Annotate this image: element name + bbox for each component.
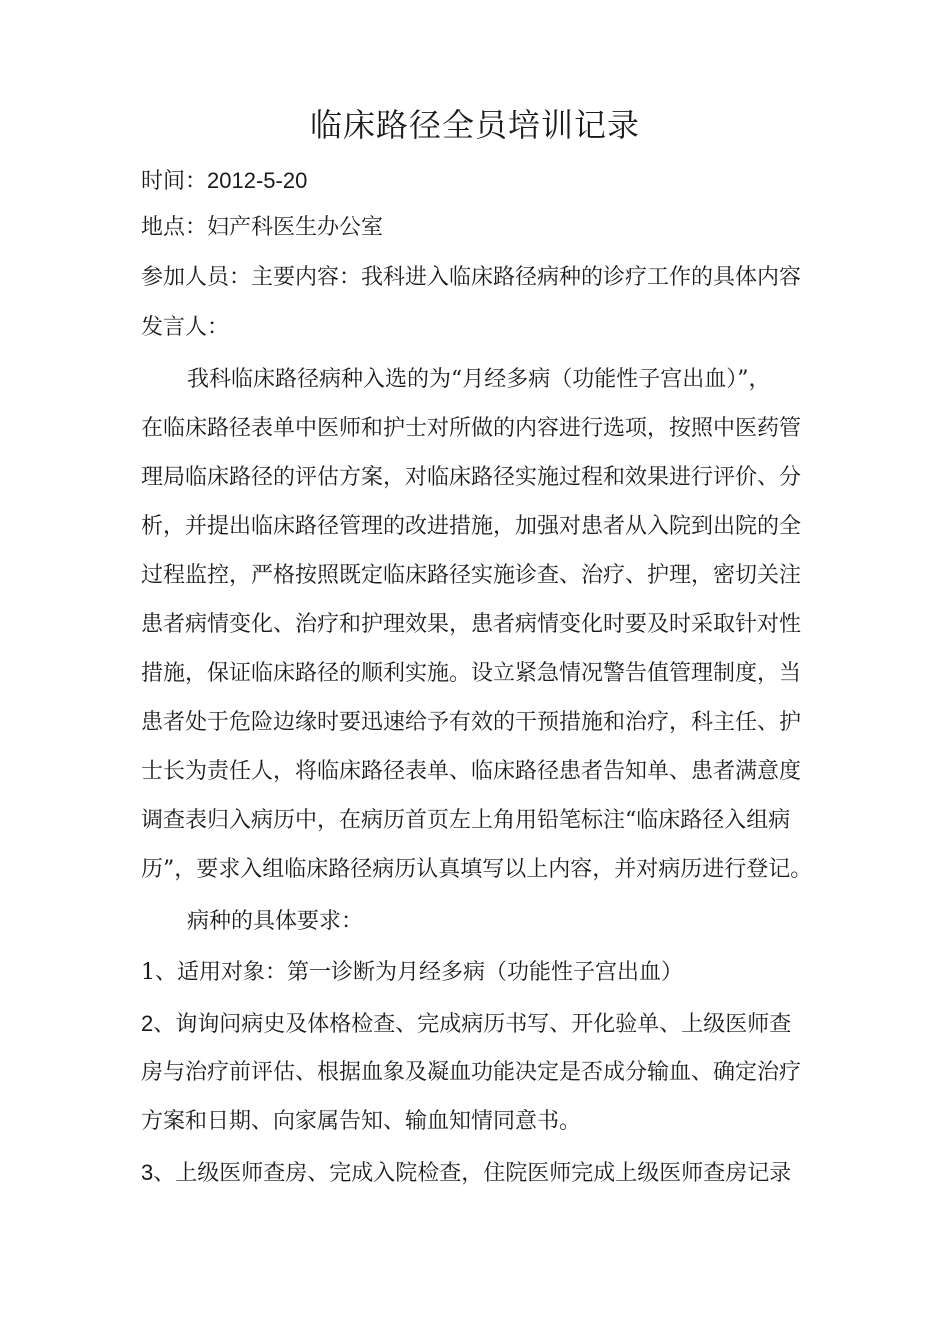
time-value: 2012-5-20 — [207, 168, 308, 193]
body-line: 士长为责任人，将临床路径表单、临床路径患者告知单、患者满意度 — [141, 759, 802, 784]
item-number: 2 — [141, 1011, 154, 1036]
requirement-item-2-continued: 房与治疗前评估、根据血象及凝血功能决定是否成分输血、确定治疗 — [141, 1060, 802, 1085]
body-line: 过程监控，严格按照既定临床路径实施诊查、治疗、护理，密切关注 — [141, 563, 802, 588]
item-text: 、上级医师查房、完成入院检查，住院医师完成上级医师查房记录 — [153, 1161, 792, 1186]
speaker-line: 发言人： — [141, 315, 230, 340]
requirements-heading: 病种的具体要求： — [187, 909, 364, 934]
place-line: 地点：妇产科医生办公室 — [141, 215, 384, 240]
requirement-item-2 — [141, 1008, 821, 1041]
time-line — [141, 165, 821, 198]
body-line: 析，并提出临床路径管理的改进措施，加强对患者从入院到出院的全 — [141, 514, 802, 539]
body-line: 患者病情变化、治疗和护理效果，患者病情变化时要及时采取针对性 — [141, 612, 802, 637]
requirement-item-2-continued: 方案和日期、向家属告知、输血知情同意书。 — [141, 1109, 582, 1134]
time-label: 时间： — [141, 169, 208, 194]
body-line: 我科临床路径病种入选的为“月经多病（功能性子宫出血）”， — [187, 367, 771, 392]
body-line: 调查表归入病历中，在病历首页左上角用铅笔标注“临床路径入组病 — [141, 808, 791, 833]
item-text: 、询询问病史及体格检查、完成病历书写、开化验单、上级医师查 — [153, 1012, 792, 1037]
participants-line: 参加人员：主要内容：我科进入临床路径病种的诊疗工作的具体内容 — [141, 265, 802, 290]
item-number: 3 — [141, 1160, 154, 1185]
body-line: 措施，保证临床路径的顺利实施。设立紧急情况警告值管理制度，当 — [141, 661, 802, 686]
body-line: 在临床路径表单中医师和护士对所做的内容进行选项，按照中医药管 — [141, 416, 802, 441]
requirement-item-3 — [141, 1157, 821, 1190]
requirement-item-1: 1、适用对象：第一诊断为月经多病（功能性子宫出血） — [141, 960, 683, 985]
body-line: 历”，要求入组临床路径病历认真填写以上内容，并对病历进行登记。 — [141, 857, 813, 882]
body-line: 理局临床路径的评估方案，对临床路径实施过程和效果进行评价、分 — [141, 465, 802, 490]
body-line: 患者处于危险边缘时要迅速给予有效的干预措施和治疗，科主任、护 — [141, 710, 802, 735]
document-title: 临床路径全员培训记录 — [309, 106, 640, 144]
